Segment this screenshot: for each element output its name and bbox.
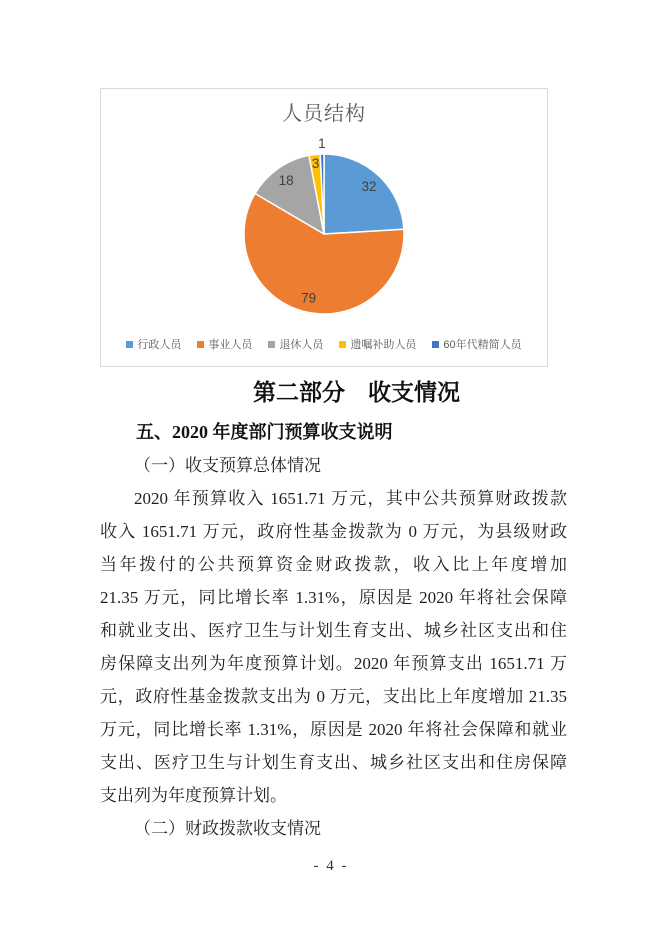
body-line-5: 房保障支出列为年度预算计划。2020 年预算支出 1651.71 万 [100,654,567,673]
legend-item-2 [268,336,323,352]
section-heading: 五、2020 年度部门预算收支说明 [136,422,393,442]
pie-data-label: 1 [318,136,326,152]
body-line-8: 支出、医疗卫生与计划生育支出、城乡社区支出和住房保障 [100,753,567,772]
body-line-7: 万元，同比增长率 1.31%，原因是 2020 年将社会保障和就业 [100,720,567,739]
subsection-heading-1: （一）收支预算总体情况 [134,456,321,475]
chart-title: 人员结构 [282,103,366,125]
legend-marker-icon [339,341,346,348]
legend-marker-icon [268,341,275,348]
text-column [100,375,567,845]
subsection-heading-2: （二）财政拨款收支情况 [134,819,321,838]
body-line-0: 2020 年预算收入 1651.71 万元，其中公共预算财政拨款 [134,489,567,508]
body-line-2: 当年拨付的公共预算资金财政拨款，收入比上年度增加 [100,555,567,574]
legend-marker-icon [432,341,439,348]
part-heading: 第二部分 收支情况 [253,380,460,405]
body-line-9: 支出列为年度预算计划。 [100,786,287,805]
legend-item-1 [197,336,252,352]
legend-label: 遗嘱补助人员 [350,339,417,351]
body-line-4: 和就业支出、医疗卫生与计划生育支出、城乡社区支出和住 [100,621,567,640]
pie-data-label: 18 [278,172,294,188]
pie-slice-0 [324,154,404,234]
budget-paragraph [100,482,567,812]
legend-label: 60年代精简人员 [443,339,522,351]
chart-legend [101,336,547,352]
body-line-6: 元，政府性基金拨款支出为 0 万元，支出比上年度增加 21.35 [100,687,567,706]
body-line-3: 21.35 万元，同比增长率 1.31%，原因是 2020 年将社会保障 [100,588,567,607]
personnel-structure-chart [100,88,548,367]
pie-data-label: 32 [361,178,377,194]
legend-item-0 [126,336,181,352]
body-line-1: 收入 1651.71 万元，政府性基金拨款为 0 万元，为县级财政 [100,522,567,541]
legend-label: 事业人员 [208,339,253,351]
legend-label: 行政人员 [137,339,182,351]
legend-item-3 [339,336,416,352]
legend-label: 退休人员 [279,339,324,351]
pie-data-label: 3 [311,155,320,171]
pie-chart [101,89,549,368]
legend-marker-icon [197,341,204,348]
pie-data-label: 79 [301,290,317,306]
page-number: - 4 - [313,858,349,874]
legend-item-4 [432,336,521,352]
legend-marker-icon [126,341,133,348]
